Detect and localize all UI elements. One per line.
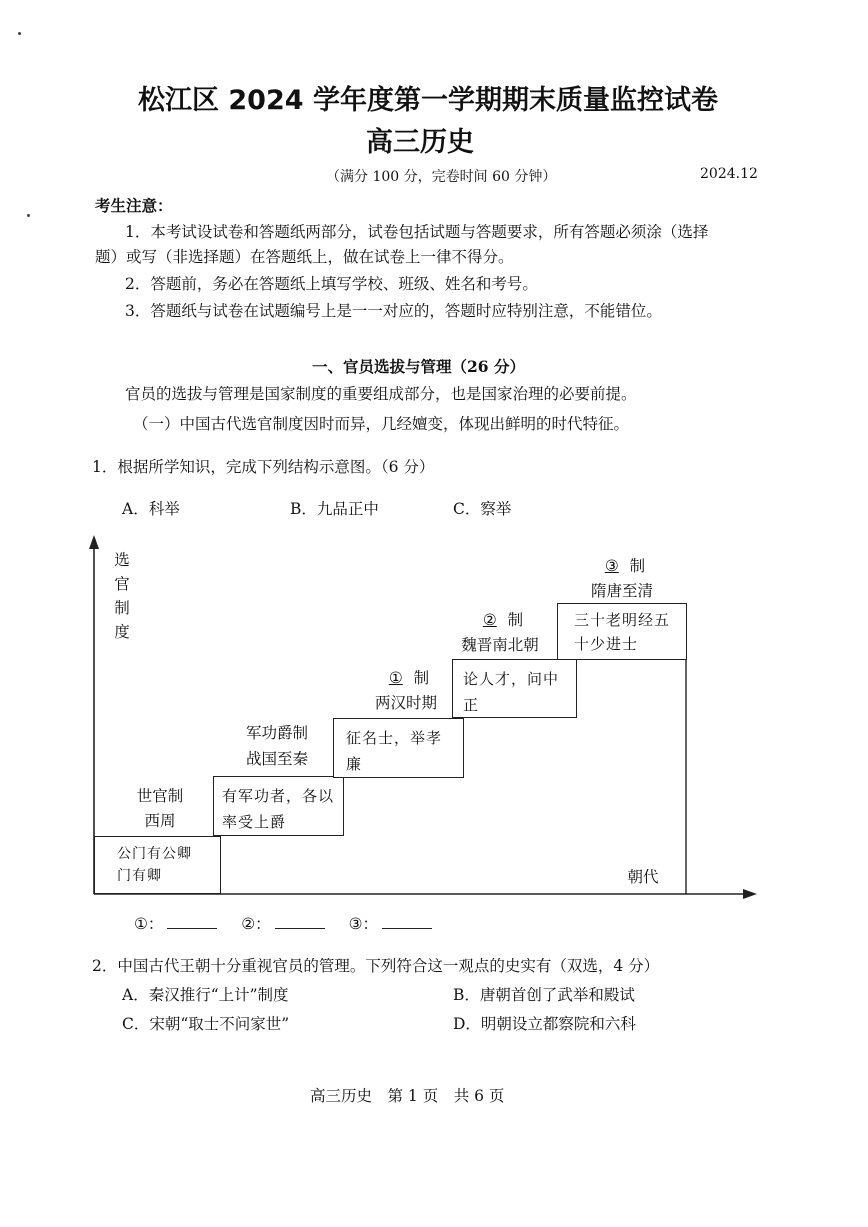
q2-stem: 2．中国古代王朝十分重视官员的管理。下列符合这一观点的史实有（双选，4 分） [92, 957, 660, 975]
y-axis-label [110, 548, 134, 644]
exam-info: （满分 100 分，完卷时间 60 分钟） [326, 169, 557, 185]
step-4-suffix: 制 [507, 611, 524, 629]
q1-option-a: A．科举 [122, 500, 180, 518]
step-4-period: 魏晋南北朝 [461, 636, 539, 654]
step-5-label [572, 553, 672, 579]
notice-item-1-line-1: 1．本考试设试卷和答题纸两部分，试卷包括试题与答题要求，所有答题必须涂（选择 [125, 223, 709, 241]
step-1-period: 西周 [144, 812, 176, 830]
step-4-content-box: 论人才，问中正 [452, 659, 577, 718]
blank-marker-3: ③ [604, 557, 619, 575]
answer-blank-1[interactable] [167, 914, 217, 929]
x-axis-label: 朝代 [627, 868, 659, 886]
section-intro: 官员的选拔与管理是国家制度的重要组成部分，也是国家治理的必要前提。 [125, 385, 637, 403]
q2-option-b: B．唐朝首创了武举和殿试 [453, 986, 635, 1004]
step-5-period: 隋唐至清 [590, 582, 653, 600]
answer-blanks [134, 912, 432, 934]
q1-option-c: C．察举 [453, 500, 512, 518]
blank-label-3: ③： [348, 915, 378, 933]
blank-marker-2: ② [482, 611, 497, 629]
step-2-period: 战国至秦 [245, 750, 308, 768]
answer-blank-3[interactable] [382, 914, 432, 929]
q1-option-b: B．九品正中 [290, 500, 379, 518]
notice-item-2: 2．答题前，务必在答题纸上填写学校、班级、姓名和考号。 [125, 275, 538, 293]
step-1-system: 世官制 [136, 787, 184, 805]
step-2-system: 军功爵制 [245, 724, 308, 742]
blank-label-1: ①： [134, 915, 164, 933]
section-sub-intro: （一）中国古代选官制度因时而异，几经嬗变，体现出鲜明的时代特征。 [133, 415, 630, 433]
step-3-content-box: 征名士，举孝廉 [333, 718, 464, 778]
y-axis-char: 官 [114, 575, 130, 593]
step-3-suffix: 制 [413, 669, 430, 687]
step-5-content-box: 三十老明经五十少进士 [557, 603, 687, 660]
q2-option-c: C．宋朝“取士不问家世” [122, 1015, 290, 1033]
q2-option-d: D．明朝设立都察院和六科 [453, 1015, 636, 1033]
step-2-content-box: 有军功者，各以率受上爵 [213, 776, 344, 836]
y-axis-char: 度 [114, 623, 130, 641]
y-axis-char: 制 [114, 599, 130, 617]
notice-heading: 考生注意： [95, 196, 173, 215]
exam-date: 2024.12 [700, 166, 758, 182]
exam-title: 松江区 2024 学年度第一学期期末质量监控试卷 [138, 85, 718, 116]
notice-item-1-line-2: 题）或写（非选择题）在答题纸上，做在试卷上一律不得分。 [95, 248, 514, 266]
q1-stem: 1．根据所学知识，完成下列结构示意图。（6 分） [92, 458, 435, 476]
step-3-label [356, 665, 456, 691]
step-4-label [450, 607, 550, 633]
blank-label-2: ②： [241, 915, 271, 933]
q2-option-a: A．秦汉推行“上计”制度 [122, 986, 289, 1004]
notice-item-3: 3．答题纸与试卷在试题编号上是一一对应的，答题时应特别注意，不能错位。 [125, 302, 662, 320]
section-heading: 一、官员选拔与管理（26 分） [312, 357, 525, 376]
step-5-suffix: 制 [629, 557, 646, 575]
subject-title: 高三历史 [366, 127, 474, 158]
blank-marker-1: ① [388, 669, 403, 687]
step-1-content-box: 公门有公卿门有卿 [94, 836, 221, 894]
answer-blank-2[interactable] [275, 914, 325, 929]
page-footer: 高三历史 第 1 页 共 6 页 [310, 1087, 505, 1105]
y-axis-char: 选 [114, 551, 130, 569]
step-3-period: 两汉时期 [374, 694, 437, 712]
